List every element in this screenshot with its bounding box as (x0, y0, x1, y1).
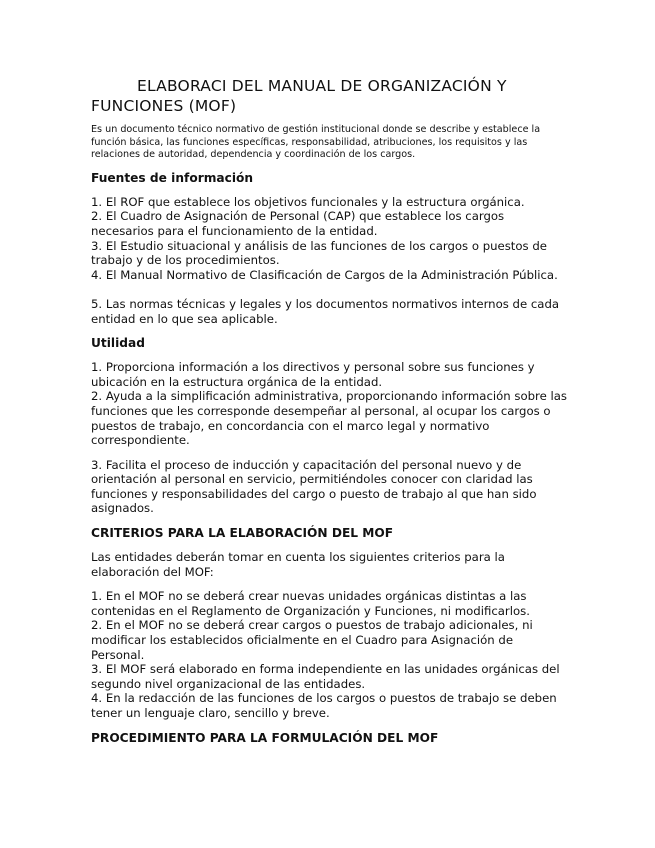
criterios-lead: Las entidades deberán tomar en cuenta los siguientes criterios para la elaboración del MOF: (91, 550, 505, 579)
fuentes-list (91, 195, 569, 326)
spacer (91, 282, 569, 297)
utilidad-item: 2. Ayuda a la simplificación administrativa, proporcionando información sobre las funciones que les corresponde desempeñar al personal, al ocupar los cargos o puestos de trabajo, en concordancia con el marco legal y normativo correspondiente. (91, 389, 568, 448)
utilidad-item: 3. Facilita el proceso de inducción y capacitación del personal nuevo y de orientación al personal en servicio, permitiéndoles conocer con claridad las funciones y responsabilidades del cargo o puesto de trabajo al que han sido asignados. (91, 457, 537, 516)
intro-paragraph: Es un documento técnico normativo de gestión institucional donde se describe y establece la función básica, las funciones específicas, responsabilidad, atribuciones, los requisitos y las relaciones de autoridad, dependencia y coordinación de los cargos. (91, 124, 541, 161)
criterios-item: 2. En el MOF no se deberá crear cargos o puestos de trabajo adicionales, ni modificar los establecidos oficialmente en el Cuadro para Asignación de Personal. (91, 618, 533, 662)
criterios-item: 4. En la redacción de las funciones de los cargos o puestos de trabajo se deben tener un lenguaje claro, sencillo y breve. (91, 691, 557, 720)
section-heading-criterios: CRITERIOS PARA LA ELABORACIÓN DEL MOF (91, 526, 394, 541)
section-heading-fuentes: Fuentes de información (91, 170, 254, 185)
criterios-list (91, 589, 569, 720)
utilidad-item: 1. Proporciona información a los directivos y personal sobre sus funciones y ubicación en la estructura orgánica de la entidad. (91, 360, 535, 389)
criterios-lead-block (91, 550, 569, 579)
utilidad-list-cont (91, 458, 569, 516)
section-heading-procedimiento: PROCEDIMIENTO PARA LA FORMULACIÓN DEL MOF (91, 730, 439, 745)
criterios-item: 3. El MOF será elaborado en forma independiente en las unidades orgánicas del segundo nivel organizacional de las entidades. (91, 662, 560, 691)
fuentes-item: 5. Las normas técnicas y legales y los documentos normativos internos de cada entidad en lo que sea aplicable. (91, 296, 560, 326)
fuentes-item: 1. El ROF que establece los objetivos funcionales y la estructura orgánica. (91, 194, 525, 209)
fuentes-item: 4. El Manual Normativo de Clasificación de Cargos de la Administración Pública. (91, 267, 558, 282)
fuentes-item: 2. El Cuadro de Asignación de Personal (CAP) que establece los cargos necesarios para el funcionamiento de la entidad. (91, 209, 505, 238)
fuentes-item: 3. El Estudio situacional y análisis de las funciones de los cargos o puestos de trabajo y de los procedimientos. (91, 238, 547, 268)
document-page (91, 76, 569, 755)
criterios-item: 1. En el MOF no se deberá crear nuevas unidades orgánicas distintas a las contenidas en el Reglamento de Organización y Funciones, ni modificarlos. (91, 589, 530, 618)
utilidad-list (91, 360, 569, 448)
document-title: ELABORACI DEL MANUAL DE ORGANIZACIÓN Y FUNCIONES (MOF) (91, 77, 507, 115)
section-heading-utilidad: Utilidad (91, 336, 145, 351)
